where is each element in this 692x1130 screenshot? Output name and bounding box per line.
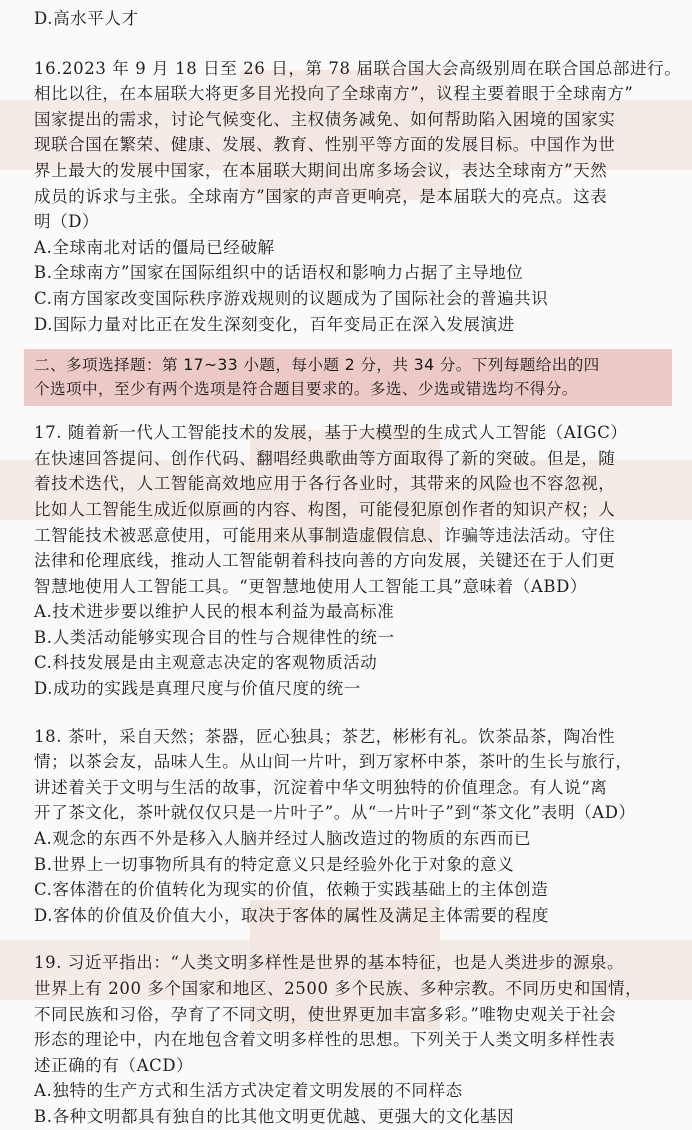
option-c: C.南方国家改变国际秩序游戏规则的议题成为了国际社会的普遍共识: [34, 288, 549, 308]
option-b: B.各种文明都具有独自的比其他文明更优越、更强大的文化基因: [34, 1106, 515, 1126]
stem-line: 世界上有 200 多个国家和地区、2500 多个民族、多种宗教。不同历史和国情，: [34, 979, 643, 998]
option-b: B.世界上一切事物所具有的特定意义只是经验外化于对象的意义: [34, 854, 515, 874]
question-19: [34, 950, 664, 1129]
stem-line: 现联合国在繁荣、健康、发展、教育、性别平等方面的发展目标。中国作为世: [34, 135, 616, 155]
stem-line: 国家提出的需求，讨论气候变化、主权债务减免、如何帮助陷入困境的国家实: [34, 109, 616, 129]
stem-line: 18. 茶叶，采自天然；茶器，匠心独具；茶艺，彬彬有礼。饮茶品茶，陶冶性: [34, 726, 616, 746]
stem-line: 相比以往，在本届联大将更多目光投向了全球南方”，议程主要着眼于全球南方”: [34, 84, 634, 104]
exam-page: [34, 6, 682, 1130]
question-16-stem: [34, 56, 682, 235]
question-18: [34, 724, 664, 929]
option-a: A.独特的生产方式和生活方式决定着文明发展的不同样态: [34, 1081, 463, 1101]
stem-line: 界上最大的发展中国家，在本届联大期间出席多场会议，表达全球南方”天然: [34, 160, 608, 180]
stem-line: 法律和伦理底线，推动人工智能朝着科技向善的方向发展，关键还在于人们更: [34, 551, 616, 571]
option-c: C.客体潜在的价值转化为现实的价值，依赖于实践基础上的主体创造: [34, 880, 549, 900]
option-d: D.成功的实践是真理尺度与价值尺度的统一: [34, 679, 361, 699]
option-a: A.全球南北对话的僵局已经破解: [34, 237, 275, 257]
question-16: [34, 56, 682, 338]
banner-line: 个选项中，至少有两个选项是符合题目要求的。多选、少选或错选均不得分。: [34, 380, 578, 399]
stem-line: 形态的理论中，内在地包含着文明多样性的思想。下列关于人类文明多样性表: [34, 1030, 616, 1050]
stem-line: 讲述着关于文明与生活的故事，沉淀着中华文明独特的价值理念。有人说“离: [34, 777, 608, 797]
stem-line: 工智能技术被恶意使用，可能用来从事制造虚假信息、诈骗等违法活动。守住: [34, 525, 616, 545]
stem-line: 成员的诉求与主张。全球南方”国家的声音更响亮，是本届联大的亮点。这表: [34, 186, 608, 206]
banner-line: 二、多项选择题：第 17~33 小题，每小题 2 分，共 34 分。下列每题给出的四: [34, 356, 600, 375]
stem-line: 智慧地使用人工智能工具。“更智慧地使用人工智能工具”意味着（ABD）: [34, 576, 588, 596]
stem-line: 开了茶文化，茶叶就仅仅只是一片叶子”。从“一片叶子”到“茶文化”表明（AD）: [34, 803, 636, 823]
option-d: D.客体的价值及价值大小，取决于客体的属性及满足主体需要的程度: [34, 905, 549, 925]
section-banner: [24, 349, 672, 406]
question-17: [34, 420, 664, 702]
stem-line: 比如人工智能生成近似原画的内容、构图，可能侵犯原创作者的知识产权；人: [34, 499, 616, 519]
option-b: B.人类活动能够实现合目的性与合规律性的统一: [34, 627, 395, 647]
stem-line: 情；以茶会友，品味人生。从山间一片叶，到万家杯中茶，茶叶的生长与旅行，: [34, 752, 633, 772]
stem-line: 在快速回答提问、创作代码、翻唱经典歌曲等方面取得了新的突破。但是，随: [34, 448, 616, 468]
stem-line: 述正确的有（ACD）: [34, 1055, 194, 1075]
stem-line: 明（D）: [34, 212, 100, 232]
stem-line: 19. 习近平指出：“人类文明多样性是世界的基本特征，也是人类进步的源泉。: [34, 953, 625, 973]
stem-line: 不同民族和习俗，孕育了不同文明，使世界更加丰富多彩。”唯物史观关于社会: [34, 1004, 617, 1024]
stem-line: 17. 随着新一代人工智能技术的发展，基于大模型的生成式人工智能（AIGC）: [34, 423, 628, 443]
stem-line: 16.2023 年 9 月 18 日至 26 日，第 78 届联合国大会高级别周在联合国总部进行。: [34, 58, 682, 78]
option-c: C.科技发展是由主观意志决定的客观物质活动: [34, 653, 378, 673]
stem-line: 着技术迭代，人工智能高效地应用于各行各业时，其带来的风险也不容忽视，: [34, 474, 616, 494]
option-d: D.国际力量对比正在发生深刻变化，百年变局正在深入发展演进: [34, 314, 515, 334]
option-a: A.技术进步要以维护人民的根本利益为最高标准: [34, 602, 395, 622]
option-a: A.观念的东西不外是移入人脑并经过人脑改造过的物质的东西而已: [34, 829, 532, 849]
option-b: B.全球南方”国家在国际组织中的话语权和影响力占据了主导地位: [34, 263, 524, 283]
q15-option-d: D.高水平人才: [34, 9, 139, 28]
